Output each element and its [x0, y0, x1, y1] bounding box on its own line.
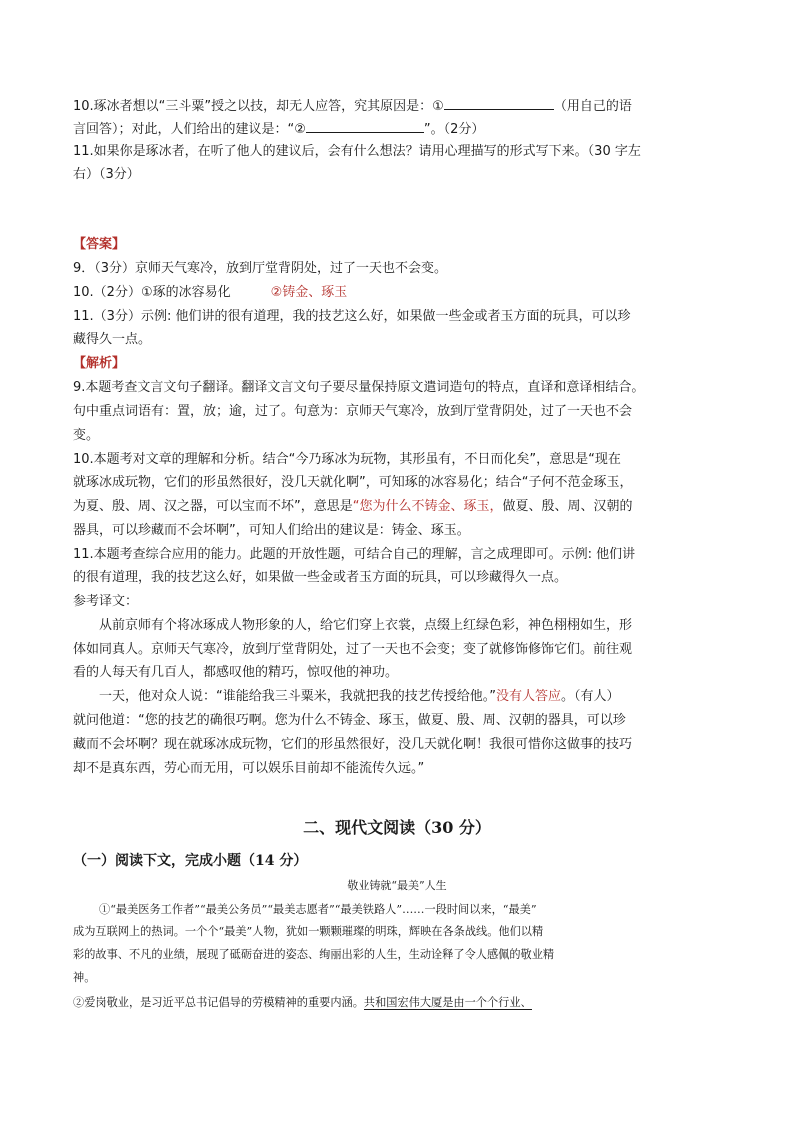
article-para1-line2: 成为互联网上的热词。一个个“最美”人物，犹如一颗颗璀璨的明珠，辉映在各条战线。他们以精	[73, 925, 544, 938]
answer-tag: 【答案】	[73, 237, 126, 252]
answer-blank-1	[444, 96, 554, 110]
translation-p1-line2: 体如同真人。京师天气寒冷，放到厅堂背阴处，过了一天也不会变；变了就修饰修饰它们。前往观	[73, 642, 633, 657]
translation-p2-line3: 藏而不会坏啊？现在就琢冰成玩物，它们的形虽然很好，没几天就化啊！我很可惜你这做事的技巧	[73, 737, 633, 752]
translation-p2-line2: 就问他道：“您的技艺的确很巧啊。您为什么不铸金、琢玉，做夏、殷、周、汉朝的器具，可以珍	[73, 713, 626, 728]
q11-line1: 11.如果你是琢冰者，在听了他人的建议后，会有什么想法？请用心理描写的形式写下来。（30 字左	[73, 144, 641, 159]
q10-line1: 10.琢冰者想以“三斗粟”授之以技，却无人应答，究其原因是：① （用自己的语	[73, 96, 723, 115]
translation-label: 参考译文：	[73, 594, 139, 609]
analysis-9-line1: 9.本题考查文言文句子翻译。翻译文言文句子要尽量保持原文遣词造句的特点，直译和意译相结合。	[73, 380, 645, 395]
analysis-10-line2: 就琢冰成玩物，它们的形虽然很好，没几天就化啊”，可知琢的冰容易化；结合“子何不范金琢玉，	[73, 475, 633, 490]
q10-line2: 言回答）；对此，人们给出的建议是：“② ”。（2分）	[73, 119, 723, 138]
answer-11-line2: 藏得久一点。	[73, 332, 152, 347]
answer-9: 9．（3分）京师天气寒冷，放到厅堂背阴处，过了一天也不会变。	[73, 261, 448, 276]
analysis-11-line2: 的很有道理，我的技艺这么好，如果做一些金或者玉方面的玩具，可以珍藏得久一点。	[73, 570, 568, 585]
article-para1-line1: ①“最美医务工作者”“最美公务员”“最美志愿者”“最美铁路人”……一段时间以来，“最美”	[99, 903, 537, 916]
translation-p1-line3: 看的人每天有几百人，都感叹他的精巧，惊叹他的神功。	[73, 665, 399, 680]
translation-p1-line1: 从前京师有个将冰琢成人物形象的人，给它们穿上衣裳，点缀上红绿色彩，神色栩栩如生，形	[99, 618, 633, 633]
analysis-10-line3: 为夏、殷、周、汉之器，可以宝而不坏”，意思是“您为什么不铸金、琢玉，做夏、殷、周、汉朝的	[73, 499, 633, 514]
underlined-sentence: 共和国宏伟大厦是由一个个行业、	[363, 996, 532, 1009]
answer-blank-2	[306, 119, 424, 133]
analysis-tag: 【解析】	[73, 356, 126, 371]
section-title: 二、现代文阅读（30 分）	[303, 818, 491, 837]
analysis-10-line1: 10.本题考对文章的理解和分析。结合“今乃琢冰为玩物，其形虽有，不日而化矣”，意思是“现在	[73, 452, 621, 467]
analysis-9-line2: 句中重点词语有：置，放；逾，过了。句意为：京师天气寒冷，放到厅堂背阴处，过了一天也不会	[73, 404, 633, 419]
article-para2-line1: ②爱岗敬业，是习近平总书记倡导的劳模精神的重要内涵。共和国宏伟大厦是由一个个行业、	[73, 996, 532, 1009]
analysis-10-line4: 器具，可以珍藏而不会坏啊”，可知人们给出的建议是：铸金、琢玉。	[73, 523, 470, 538]
article-para1-line4: 神。	[73, 971, 96, 984]
q11-line2: 右）（3分）	[73, 167, 140, 182]
translation-p2-line1: 一天，他对众人说：“谁能给我三斗粟米，我就把我的技艺传授给他。”没有人答应。（有人）	[99, 689, 620, 704]
answer-11-line1: 11.（3分）示例: 他们讲的很有道理，我的技艺这么好，如果做一些金或者玉方面的玩具，可以珍	[73, 309, 631, 324]
article-title: 敬业铸就“最美”人生	[347, 879, 447, 892]
analysis-11-line1: 11.本题考查综合应用的能力。此题的开放性题，可结合自己的理解，言之成理即可。示例: 他们讲	[73, 547, 636, 562]
answer-10: 10.（2分）①琢的冰容易化 ②铸金、琢玉	[73, 285, 348, 300]
analysis-9-line3: 变。	[73, 428, 100, 443]
article-para1-line3: 彩的故事、不凡的业绩，展现了砥砺奋进的姿态、绚丽出彩的人生，生动诠释了令人感佩的敬业精	[73, 948, 555, 961]
sub-section-title: （一）阅读下文，完成小题（14 分）	[73, 853, 308, 869]
translation-p2-line4: 却不是真东西，劳心而无用，可以娱乐目前却不能流传久远。”	[73, 761, 425, 776]
